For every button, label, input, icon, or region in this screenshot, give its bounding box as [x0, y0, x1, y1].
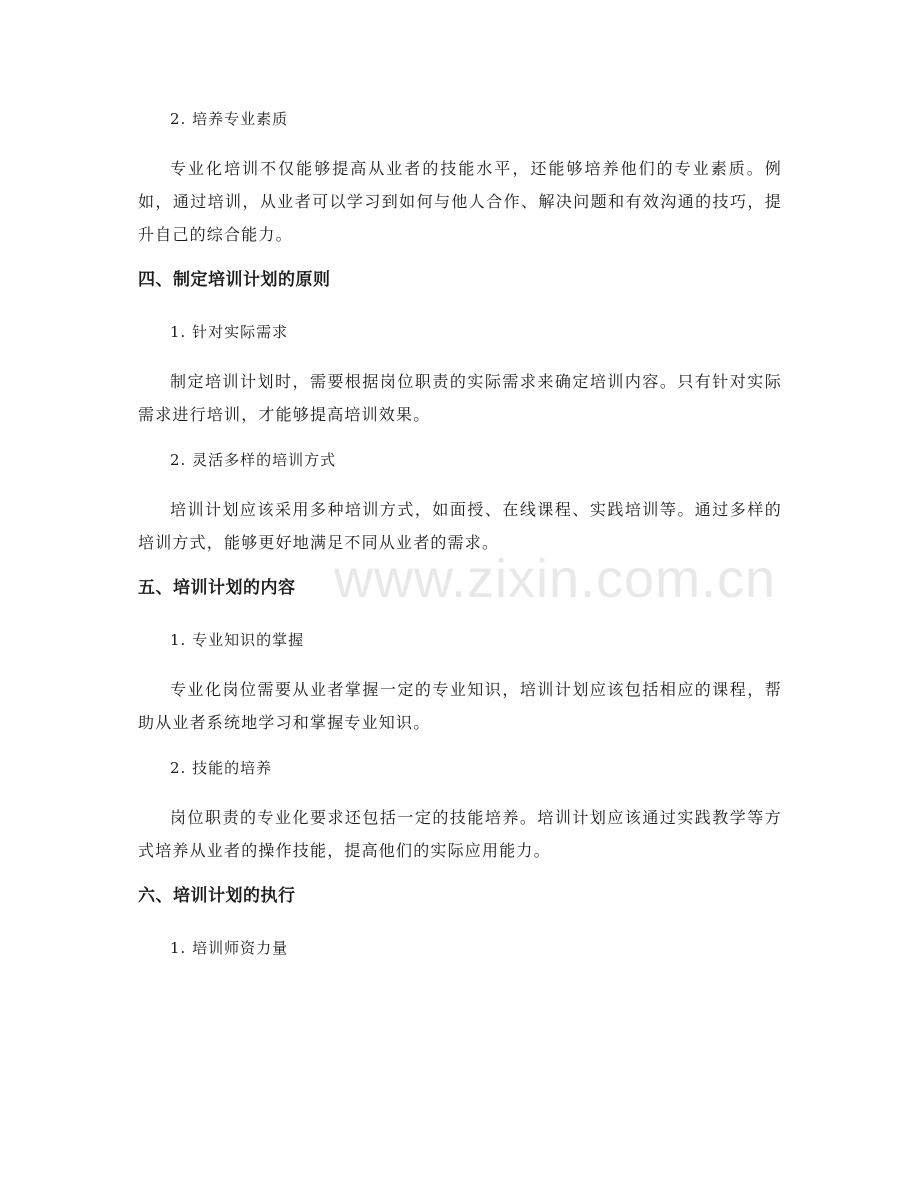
watermark-logo: www.zixin.com.cn — [334, 549, 777, 609]
subheading-actual-needs: 1. 针对实际需求 — [170, 323, 289, 341]
paragraph-professional-quality: 专业化培训不仅能够提高从业者的技能水平，还能够培养他们的专业素质。例如，通过培训，从业者可以学习到如何与他人合作、解决问题和有效沟通的技巧，提升自己的综合能力。 — [138, 159, 782, 244]
paragraph-skill-cultivation: 岗位职责的专业化要求还包括一定的技能培养。培训计划应该通过实践教学等方式培养从业者的操作技能，提高他们的实际应用能力。 — [138, 808, 782, 860]
document-body — [138, 104, 782, 981]
subheading-trainer-resources: 1. 培训师资力量 — [170, 939, 289, 957]
paragraph-professional-knowledge: 专业化岗位需要从业者掌握一定的专业知识，培训计划应该包括相应的课程，帮助从业者系统地学习和掌握专业知识。 — [138, 680, 782, 732]
subheading-flexible-methods: 2. 灵活多样的培训方式 — [170, 451, 337, 469]
paragraph-actual-needs: 制定培训计划时，需要根据岗位职责的实际需求来确定培训内容。只有针对实际需求进行培训，才能够提高培训效果。 — [138, 372, 782, 424]
subheading-skill-cultivation: 2. 技能的培养 — [170, 759, 273, 777]
section-heading-execution: 六、培训计划的执行 — [138, 886, 296, 906]
subheading-cultivate-professional-quality: 2. 培养专业素质 — [170, 110, 289, 128]
paragraph-flexible-methods: 培训计划应该采用多种培训方式，如面授、在线课程、实践培训等。通过多样的培训方式，能够更好地满足不同从业者的需求。 — [138, 500, 782, 552]
section-heading-principles: 四、制定培训计划的原则 — [138, 270, 331, 290]
section-heading-content: 五、培训计划的内容 — [138, 578, 296, 598]
subheading-professional-knowledge: 1. 专业知识的掌握 — [170, 631, 305, 649]
